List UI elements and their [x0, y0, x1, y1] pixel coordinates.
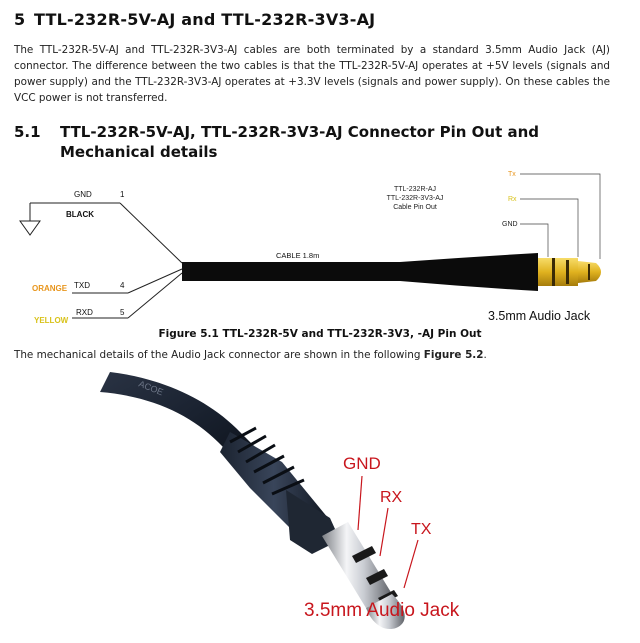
tx-leader-line [520, 174, 600, 259]
section-paragraph: The TTL-232R-5V-AJ and TTL-232R-3V3-AJ cables are both terminated by a standard 3.5mm Audio Jack (AJ) connector. The difference between the two cables is that the TTL-232R-5V-AJ operates at +5V levels (signals and power supply) and the TTL-232R-3V3-AJ operates at +3.3V levels (signals and power supply). On these cables the VCC power is not transferred. [14, 44, 610, 104]
diagram-title-line3: Cable Pin Out [393, 204, 437, 211]
black-wire-label: BLACK [66, 210, 94, 219]
ground-symbol-icon [20, 203, 120, 235]
diagram-title-line1: TTL-232R-AJ [393, 186, 437, 193]
audio-jack-photo [0, 370, 640, 643]
mechanical-paragraph [14, 347, 624, 363]
jack-tx-label: Tx [508, 171, 516, 178]
gnd-wire-label: GND [74, 190, 92, 199]
audio-jack-plug-icon [538, 258, 601, 286]
mechanical-text: The mechanical details of the Audio Jack connector are shown in the following [14, 349, 424, 361]
gnd-leader-line [520, 224, 548, 257]
photo-gnd-label: GND [343, 454, 381, 473]
photo-gnd-leader [358, 476, 362, 530]
photo-rx-label: RX [380, 489, 403, 506]
jack-gnd-label: GND [502, 221, 518, 228]
diagram-title-line2: TTL-232R-3V3-AJ [386, 195, 444, 202]
plug-boot [220, 428, 340, 554]
orange-wire-label: ORANGE [32, 284, 68, 293]
photo-rx-leader [380, 508, 388, 556]
photo-jack-label: 3.5mm Audio Jack [304, 600, 460, 621]
txd-pin-number: 4 [120, 281, 125, 290]
jack-rx-label: Rx [508, 196, 517, 203]
jack-name-label: 3.5mm Audio Jack [488, 309, 591, 323]
pinout-diagram [0, 165, 640, 340]
figure-5-2-reference: Figure 5.2 [423, 349, 484, 361]
subsection-heading [14, 122, 624, 162]
txd-wire-label: TXD [74, 281, 90, 290]
rx-leader-line [520, 199, 578, 257]
photo-tx-leader [404, 540, 418, 588]
yellow-wire-label: YELLOW [34, 316, 69, 325]
section-title: TTL-232R-5V-AJ and TTL-232R-3V3-AJ [34, 10, 376, 29]
figure-5-1-caption: Figure 5.1 TTL-232R-5V and TTL-232R-3V3, -AJ Pin Out [158, 328, 482, 340]
rxd-pin-number: 5 [120, 308, 125, 317]
subsection-title-line2: Mechanical details [60, 143, 218, 161]
photo-tx-label: TX [411, 521, 432, 538]
cable-body [182, 253, 538, 291]
cable-length-label: CABLE 1.8m [276, 251, 320, 260]
rxd-wire-label: RXD [76, 308, 93, 317]
mechanical-text-end: . [483, 349, 487, 361]
subsection-title-line1: TTL-232R-5V-AJ, TTL-232R-3V3-AJ Connector Pin Out and [60, 123, 539, 141]
section-heading [14, 10, 375, 29]
section-number: 5 [14, 10, 26, 29]
cable-print-text: ACOE [137, 378, 165, 398]
wire-lines [72, 203, 182, 318]
gnd-pin-number: 1 [120, 190, 125, 199]
subsection-number: 5.1 [14, 123, 41, 141]
